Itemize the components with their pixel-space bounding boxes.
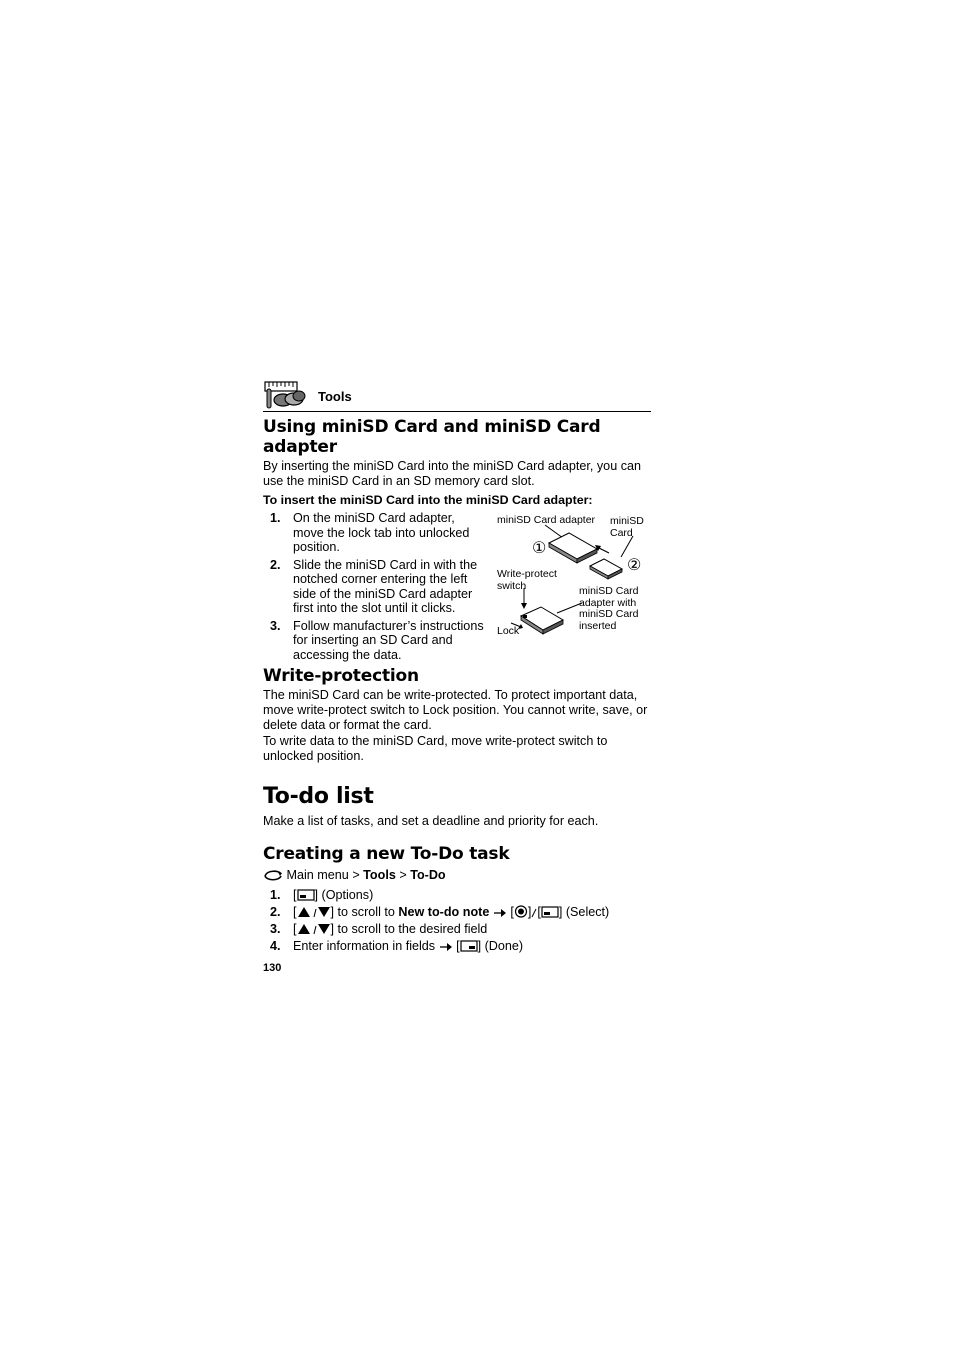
list-item: 1. [ ] (Options)	[270, 888, 374, 902]
intro-paragraph: By inserting the miniSD Card into the miniSD Card adapter, you can use the miniSD Card in an SD memory card slot.	[263, 459, 641, 488]
left-soft-key-icon	[297, 889, 315, 901]
label-card: miniSD Card	[610, 515, 644, 539]
manual-page	[263, 378, 651, 974]
list-item: 2. [ ] to scroll to New to-do note [ ] [ ] (Select)	[270, 905, 610, 919]
marker-one: ①	[532, 540, 547, 557]
list-item: 4. Enter information in fields [ ] (Done)	[270, 939, 524, 953]
list-item: 3. Follow manufacturer’s instructions for inserting an SD Card and accessing the data.	[270, 618, 484, 662]
todo-intro: Make a list of tasks, and set a deadline and priority for each.	[263, 814, 599, 828]
arrow-right-icon	[493, 908, 507, 918]
card-illustration	[497, 509, 651, 639]
label-lock: Lock	[497, 625, 520, 637]
section-title-todo: To-do list	[263, 784, 374, 809]
list-item: 3. [ ] to scroll to the desired field	[270, 922, 488, 936]
label-inserted: miniSD Card adapter with miniSD Card inserted	[579, 585, 639, 632]
label-switch: Write-protect switch	[497, 568, 557, 592]
up-down-arrow-icon	[297, 906, 331, 918]
write-protect-paragraph-1: The miniSD Card can be write-protected. To protect important data, move write-protect switch to Lock position. You cannot write, save, or delete data or format the card.	[263, 688, 648, 732]
section-header	[263, 378, 651, 412]
slash-separator-icon	[531, 906, 537, 918]
minisd-figure	[497, 509, 651, 637]
menu-navigation-icon	[263, 870, 283, 881]
menu-path: Main menu > Tools > To-Do	[263, 868, 651, 883]
header-title: Tools	[318, 389, 352, 404]
label-adapter: miniSD Card adapter	[497, 514, 596, 526]
page-number: 130	[263, 962, 282, 974]
left-soft-key-icon	[541, 906, 559, 918]
center-key-icon	[514, 905, 528, 918]
write-protect-paragraph-2: To write data to the miniSD Card, move write-protect switch to unlocked position.	[263, 734, 608, 763]
section-title-create-task: Creating a new To-Do task	[263, 844, 510, 864]
marker-two: ②	[627, 557, 642, 574]
section-title-minisd: Using miniSD Card and miniSD Card adapter	[263, 417, 601, 457]
list-item: 1. On the miniSD Card adapter, move the lock tab into unlocked position.	[270, 511, 470, 554]
arrow-right-icon	[439, 942, 453, 952]
up-down-arrow-icon	[297, 923, 331, 935]
minisd-steps-block	[263, 509, 651, 669]
tools-icon	[263, 380, 307, 410]
right-soft-key-icon	[460, 940, 478, 952]
section-title-write-protection: Write-protection	[263, 666, 419, 686]
list-item: 2. Slide the miniSD Card in with the notched corner entering the left side of the miniSD Card adapter first into the slot until it clicks.	[270, 557, 478, 615]
instruction-subheading: To insert the miniSD Card into the miniSD Card adapter:	[263, 493, 593, 507]
